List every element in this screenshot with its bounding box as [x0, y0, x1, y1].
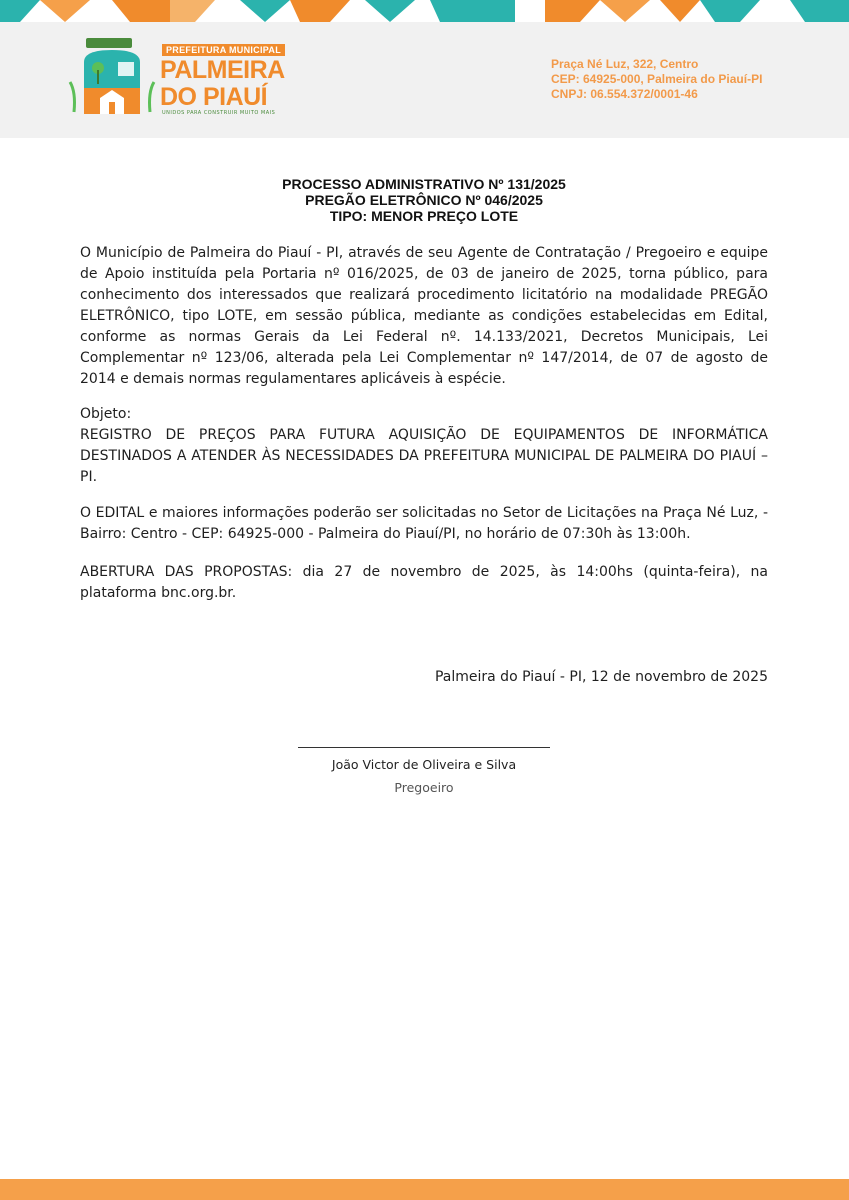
- letterhead-address: [551, 57, 762, 102]
- municipal-logo: [66, 32, 158, 124]
- palm-church-emblem-icon: [66, 32, 158, 124]
- object-section: [80, 404, 768, 488]
- address-cep: CEP: 64925-000, Palmeira do Piauí-PI: [551, 72, 763, 86]
- brand-name-line1: PALMEIRA: [160, 56, 285, 84]
- signer-role: Pregoeiro: [394, 780, 454, 795]
- edital-info-paragraph: O EDITAL e maiores informações poderão ser solicitadas no Setor de Licitações na Praça Né Luz, - Bairro: Centro - CEP: 64925-000 - Palmeira do Piauí/PI, no horário de 07:30h às 13:00h.: [80, 505, 768, 542]
- geometric-pattern-icon: [0, 0, 849, 22]
- document-title: [80, 176, 768, 224]
- signer-name: João Victor de Oliveira e Silva: [331, 757, 517, 772]
- brand-slogan: UNIDOS PARA CONSTRUIR MUITO MAIS: [162, 110, 276, 116]
- address-street: Praça Né Luz, 322, Centro: [551, 57, 699, 71]
- intro-paragraph: O Município de Palmeira do Piauí - PI, através de seu Agente de Contratação / Pregoeiro e equipe de Apoio instituída pela Portaria nº 016/2025, de 03 de janeiro de 2025, torna público, para conhecimento dos interessados que realizará procedimento licitatório na modalidade PREGÃO ELETRÔNICO, tipo LOTE, em sessão pública, mediante as condições estabelecidas em Edital, conforme as normas Gerais da Lei Federal nº. 14.133/2021, Decretos Municipais, Lei Complementar nº 123/06, alterada pela Lei Complementar nº 147/2014, de 07 de agosto de 2014 e demais normas regulamentares aplicáveis à espécie.: [80, 245, 768, 387]
- place-date: Palmeira do Piauí - PI, 12 de novembro de 2025: [434, 669, 768, 685]
- opening-paragraph: ABERTURA DAS PROPOSTAS: dia 27 de novembro de 2025, às 14:00hs (quinta-feira), na plataforma bnc.org.br.: [80, 564, 768, 601]
- pregao-number: PREGÃO ELETRÔNICO Nº 046/2025: [305, 192, 543, 208]
- municipal-wordmark: [160, 44, 340, 124]
- address-cnpj: CNPJ: 06.554.372/0001-46: [551, 87, 698, 101]
- tender-type: TIPO: MENOR PREÇO LOTE: [329, 208, 519, 224]
- signature-line: [298, 747, 550, 748]
- bottom-decorative-strip: [0, 1179, 849, 1200]
- object-label: Objeto:: [80, 406, 132, 422]
- brand-name-line2: DO PIAUÍ: [160, 83, 268, 111]
- process-number: PROCESSO ADMINISTRATIVO Nº 131/2025: [282, 176, 566, 192]
- top-decorative-strip: [0, 0, 849, 22]
- object-text: REGISTRO DE PREÇOS PARA FUTURA AQUISIÇÃO DE EQUIPAMENTOS DE INFORMÁTICA DESTINADOS A ATENDER ÀS NECESSIDADES DA PREFEITURA MUNICIPAL DE PALMEIRA DO PIAUÍ – PI.: [80, 427, 768, 485]
- brand-kicker: PREFEITURA MUNICIPAL: [162, 44, 285, 56]
